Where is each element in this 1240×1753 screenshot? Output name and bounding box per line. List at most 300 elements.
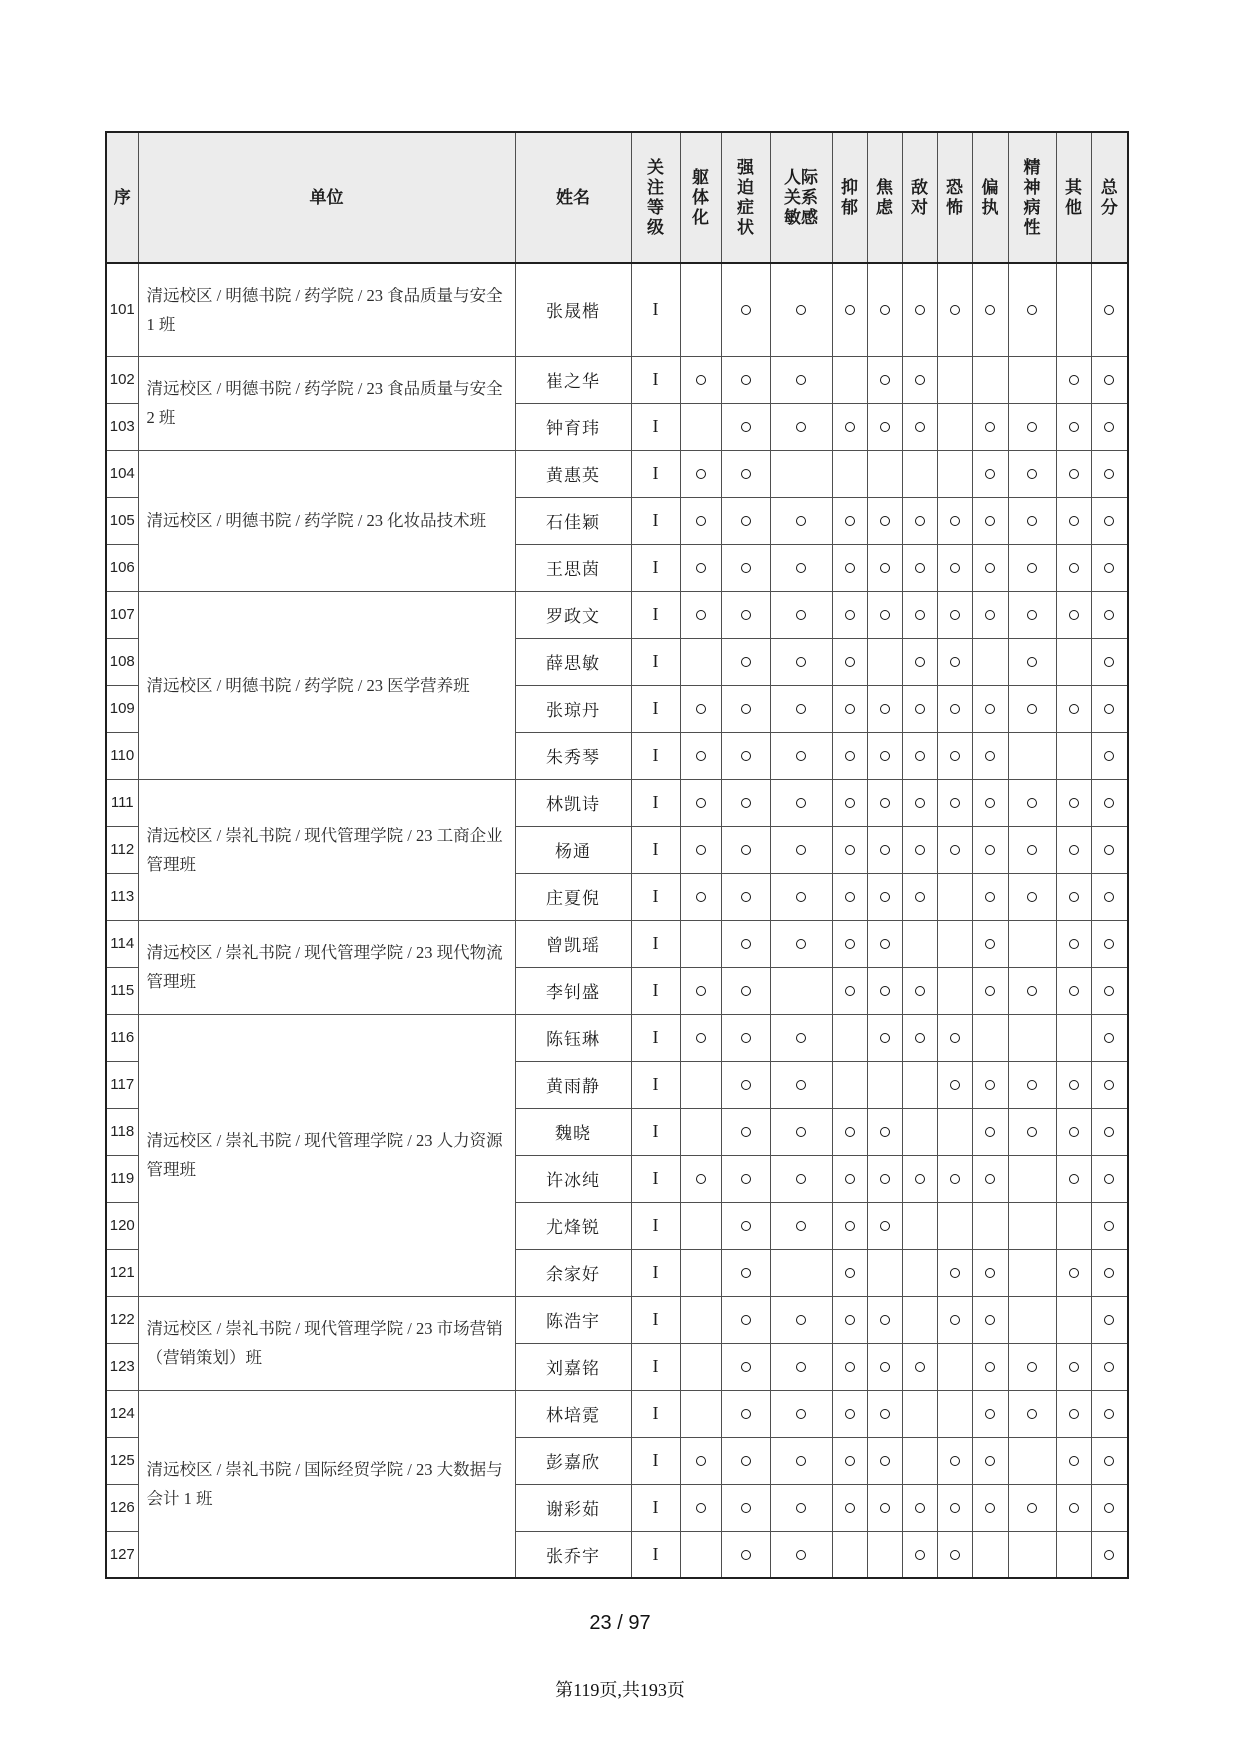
circle-mark-icon: [796, 1080, 806, 1090]
circle-mark-icon: [741, 1409, 751, 1419]
mark-cell-m3: [832, 732, 867, 779]
mark-cell-m4: [867, 779, 902, 826]
mark-cell-m3: [832, 1202, 867, 1249]
circle-mark-icon: [985, 1362, 995, 1372]
circle-mark-icon: [880, 986, 890, 996]
circle-mark-icon: [1069, 516, 1079, 526]
mark-cell-m3: [832, 1390, 867, 1437]
circle-mark-icon: [915, 422, 925, 432]
mark-cell-m7: [972, 1296, 1008, 1343]
circle-mark-icon: [950, 1315, 960, 1325]
circle-mark-icon: [985, 563, 995, 573]
circle-mark-icon: [915, 751, 925, 761]
circle-mark-icon: [1027, 305, 1037, 315]
circle-mark-icon: [696, 1033, 706, 1043]
mark-cell-m6: [937, 1155, 972, 1202]
mark-cell-m9: [1056, 450, 1091, 497]
mark-cell-m9: [1056, 873, 1091, 920]
attention-level-cell: I: [631, 450, 680, 497]
seq-cell: 121: [106, 1249, 138, 1296]
mark-cell-m3: [832, 1296, 867, 1343]
mark-cell-m6: [937, 1014, 972, 1061]
mark-cell-m6: [937, 1249, 972, 1296]
mark-cell-m1: [721, 1437, 770, 1484]
mark-cell-m9: [1056, 1437, 1091, 1484]
circle-mark-icon: [1027, 1362, 1037, 1372]
mark-cell-m5: [902, 356, 937, 403]
mark-cell-m10: [1091, 873, 1128, 920]
mark-cell-m7: [972, 1249, 1008, 1296]
attention-level-cell: I: [631, 873, 680, 920]
mark-cell-m10: [1091, 1296, 1128, 1343]
mark-cell-m10: [1091, 450, 1128, 497]
circle-mark-icon: [915, 704, 925, 714]
name-cell: 杨通: [515, 826, 631, 873]
table-row: [106, 779, 1128, 826]
mark-cell-m0: [680, 356, 721, 403]
mark-cell-m4: [867, 450, 902, 497]
column-header-m5: 敌 对: [902, 132, 937, 263]
circle-mark-icon: [880, 892, 890, 902]
mark-cell-m6: [937, 544, 972, 591]
table-row: [106, 1390, 1128, 1437]
circle-mark-icon: [796, 1550, 806, 1560]
mark-cell-m7: [972, 356, 1008, 403]
mark-cell-m1: [721, 1061, 770, 1108]
circle-mark-icon: [741, 422, 751, 432]
mark-cell-m0: [680, 1061, 721, 1108]
mark-cell-m2: [770, 591, 832, 638]
circle-mark-icon: [845, 1409, 855, 1419]
circle-mark-icon: [696, 610, 706, 620]
mark-cell-m8: [1008, 450, 1056, 497]
attention-level-cell: I: [631, 544, 680, 591]
mark-cell-m9: [1056, 779, 1091, 826]
seq-cell: 117: [106, 1061, 138, 1108]
mark-cell-m9: [1056, 920, 1091, 967]
circle-mark-icon: [741, 1362, 751, 1372]
mark-cell-m3: [832, 1061, 867, 1108]
circle-mark-icon: [796, 657, 806, 667]
mark-cell-m7: [972, 1202, 1008, 1249]
mark-cell-m1: [721, 732, 770, 779]
circle-mark-icon: [1104, 892, 1114, 902]
footer-progress: 23 / 97: [589, 1612, 651, 1634]
circle-mark-icon: [1027, 1080, 1037, 1090]
circle-mark-icon: [696, 469, 706, 479]
seq-cell: 108: [106, 638, 138, 685]
mark-cell-m5: [902, 497, 937, 544]
mark-cell-m2: [770, 403, 832, 450]
mark-cell-m4: [867, 544, 902, 591]
circle-mark-icon: [696, 1174, 706, 1184]
mark-cell-m2: [770, 732, 832, 779]
circle-mark-icon: [741, 516, 751, 526]
mark-cell-m10: [1091, 497, 1128, 544]
circle-mark-icon: [1104, 1174, 1114, 1184]
mark-cell-m3: [832, 1437, 867, 1484]
column-header-level: 关 注 等 级: [631, 132, 680, 263]
circle-mark-icon: [915, 798, 925, 808]
unit-cell: 清远校区 / 崇礼书院 / 现代管理学院 / 23 市场营销（营销策划）班: [138, 1296, 515, 1390]
attention-level-cell: I: [631, 1531, 680, 1578]
attention-level-cell: I: [631, 638, 680, 685]
table-row: [106, 263, 1128, 356]
circle-mark-icon: [1027, 986, 1037, 996]
mark-cell-m6: [937, 591, 972, 638]
mark-cell-m8: [1008, 685, 1056, 732]
circle-mark-icon: [1104, 845, 1114, 855]
mark-cell-m10: [1091, 544, 1128, 591]
circle-mark-icon: [796, 939, 806, 949]
mark-cell-m5: [902, 1437, 937, 1484]
mark-cell-m3: [832, 920, 867, 967]
circle-mark-icon: [845, 1174, 855, 1184]
circle-mark-icon: [1104, 939, 1114, 949]
mark-cell-m0: [680, 1343, 721, 1390]
mark-cell-m5: [902, 1014, 937, 1061]
circle-mark-icon: [1104, 1550, 1114, 1560]
attention-level-cell: I: [631, 1484, 680, 1531]
mark-cell-m4: [867, 1484, 902, 1531]
circle-mark-icon: [880, 704, 890, 714]
mark-cell-m0: [680, 1390, 721, 1437]
circle-mark-icon: [796, 704, 806, 714]
circle-mark-icon: [1027, 1503, 1037, 1513]
attention-level-cell: I: [631, 1390, 680, 1437]
mark-cell-m2: [770, 1531, 832, 1578]
mark-cell-m4: [867, 826, 902, 873]
mark-cell-m10: [1091, 1108, 1128, 1155]
mark-cell-m2: [770, 1249, 832, 1296]
mark-cell-m2: [770, 1061, 832, 1108]
circle-mark-icon: [1027, 657, 1037, 667]
circle-mark-icon: [796, 305, 806, 315]
mark-cell-m2: [770, 1014, 832, 1061]
circle-mark-icon: [796, 751, 806, 761]
attention-level-cell: I: [631, 1437, 680, 1484]
mark-cell-m6: [937, 1531, 972, 1578]
circle-mark-icon: [845, 305, 855, 315]
circle-mark-icon: [1069, 1456, 1079, 1466]
unit-cell: 清远校区 / 明德书院 / 药学院 / 23 食品质量与安全 2 班: [138, 356, 515, 450]
circle-mark-icon: [950, 563, 960, 573]
attention-level-cell: I: [631, 1108, 680, 1155]
circle-mark-icon: [1104, 657, 1114, 667]
mark-cell-m5: [902, 1108, 937, 1155]
attention-level-cell: I: [631, 1296, 680, 1343]
attention-level-cell: I: [631, 1249, 680, 1296]
circle-mark-icon: [796, 422, 806, 432]
seq-cell: 124: [106, 1390, 138, 1437]
mark-cell-m0: [680, 1202, 721, 1249]
mark-cell-m1: [721, 591, 770, 638]
name-cell: 张晟楷: [515, 263, 631, 356]
circle-mark-icon: [880, 422, 890, 432]
circle-mark-icon: [845, 657, 855, 667]
circle-mark-icon: [696, 704, 706, 714]
circle-mark-icon: [741, 305, 751, 315]
name-cell: 陈浩宇: [515, 1296, 631, 1343]
circle-mark-icon: [845, 986, 855, 996]
mark-cell-m1: [721, 826, 770, 873]
mark-cell-m7: [972, 826, 1008, 873]
mark-cell-m5: [902, 1249, 937, 1296]
circle-mark-icon: [985, 1174, 995, 1184]
circle-mark-icon: [880, 1221, 890, 1231]
circle-mark-icon: [1069, 563, 1079, 573]
circle-mark-icon: [741, 375, 751, 385]
mark-cell-m9: [1056, 497, 1091, 544]
mark-cell-m8: [1008, 591, 1056, 638]
circle-mark-icon: [741, 1268, 751, 1278]
mark-cell-m9: [1056, 685, 1091, 732]
mark-cell-m10: [1091, 732, 1128, 779]
circle-mark-icon: [950, 751, 960, 761]
mark-cell-m8: [1008, 1108, 1056, 1155]
circle-mark-icon: [696, 845, 706, 855]
table-row: [106, 1014, 1128, 1061]
circle-mark-icon: [796, 1409, 806, 1419]
mark-cell-m0: [680, 920, 721, 967]
circle-mark-icon: [845, 1221, 855, 1231]
mark-cell-m3: [832, 1108, 867, 1155]
mark-cell-m0: [680, 638, 721, 685]
mark-cell-m5: [902, 873, 937, 920]
circle-mark-icon: [950, 305, 960, 315]
mark-cell-m4: [867, 263, 902, 356]
circle-mark-icon: [880, 798, 890, 808]
circle-mark-icon: [915, 1362, 925, 1372]
circle-mark-icon: [796, 1315, 806, 1325]
mark-cell-m5: [902, 967, 937, 1014]
seq-cell: 127: [106, 1531, 138, 1578]
mark-cell-m1: [721, 1484, 770, 1531]
mark-cell-m8: [1008, 544, 1056, 591]
mark-cell-m2: [770, 1343, 832, 1390]
circle-mark-icon: [880, 1127, 890, 1137]
mark-cell-m3: [832, 403, 867, 450]
table-header: [106, 132, 1128, 263]
name-cell: 朱秀琴: [515, 732, 631, 779]
mark-cell-m4: [867, 920, 902, 967]
name-cell: 刘嘉铭: [515, 1343, 631, 1390]
circle-mark-icon: [1069, 1268, 1079, 1278]
mark-cell-m6: [937, 1343, 972, 1390]
mark-cell-m7: [972, 873, 1008, 920]
circle-mark-icon: [1027, 1409, 1037, 1419]
mark-cell-m1: [721, 685, 770, 732]
mark-cell-m2: [770, 263, 832, 356]
mark-cell-m2: [770, 685, 832, 732]
mark-cell-m3: [832, 450, 867, 497]
mark-cell-m3: [832, 779, 867, 826]
name-cell: 崔之华: [515, 356, 631, 403]
mark-cell-m0: [680, 1484, 721, 1531]
mark-cell-m7: [972, 1061, 1008, 1108]
circle-mark-icon: [845, 422, 855, 432]
mark-cell-m3: [832, 1155, 867, 1202]
circle-mark-icon: [845, 1127, 855, 1137]
circle-mark-icon: [796, 1127, 806, 1137]
mark-cell-m1: [721, 1108, 770, 1155]
circle-mark-icon: [915, 1174, 925, 1184]
circle-mark-icon: [985, 1315, 995, 1325]
mark-cell-m8: [1008, 779, 1056, 826]
circle-mark-icon: [1104, 986, 1114, 996]
circle-mark-icon: [1104, 1456, 1114, 1466]
circle-mark-icon: [1069, 845, 1079, 855]
circle-mark-icon: [796, 1362, 806, 1372]
mark-cell-m5: [902, 685, 937, 732]
mark-cell-m7: [972, 1155, 1008, 1202]
circle-mark-icon: [880, 1174, 890, 1184]
name-cell: 许冰纯: [515, 1155, 631, 1202]
mark-cell-m3: [832, 967, 867, 1014]
mark-cell-m2: [770, 779, 832, 826]
mark-cell-m2: [770, 1108, 832, 1155]
mark-cell-m7: [972, 732, 1008, 779]
column-header-m0: 躯 体 化: [680, 132, 721, 263]
mark-cell-m2: [770, 638, 832, 685]
circle-mark-icon: [741, 845, 751, 855]
mark-cell-m9: [1056, 1061, 1091, 1108]
circle-mark-icon: [696, 1456, 706, 1466]
mark-cell-m5: [902, 1155, 937, 1202]
circle-mark-icon: [845, 892, 855, 902]
mark-cell-m8: [1008, 1014, 1056, 1061]
circle-mark-icon: [696, 563, 706, 573]
mark-cell-m10: [1091, 779, 1128, 826]
name-cell: 张琼丹: [515, 685, 631, 732]
circle-mark-icon: [796, 1174, 806, 1184]
unit-cell: 清远校区 / 崇礼书院 / 现代管理学院 / 23 现代物流管理班: [138, 920, 515, 1014]
mark-cell-m8: [1008, 497, 1056, 544]
mark-cell-m6: [937, 1437, 972, 1484]
circle-mark-icon: [1069, 469, 1079, 479]
mark-cell-m7: [972, 1343, 1008, 1390]
mark-cell-m10: [1091, 263, 1128, 356]
mark-cell-m4: [867, 1296, 902, 1343]
unit-cell: 清远校区 / 明德书院 / 药学院 / 23 食品质量与安全 1 班: [138, 263, 515, 356]
circle-mark-icon: [985, 305, 995, 315]
circle-mark-icon: [845, 563, 855, 573]
circle-mark-icon: [741, 892, 751, 902]
header-row: [106, 132, 1128, 263]
mark-cell-m8: [1008, 638, 1056, 685]
mark-cell-m2: [770, 356, 832, 403]
mark-cell-m5: [902, 920, 937, 967]
name-cell: 陈钰琳: [515, 1014, 631, 1061]
attention-level-cell: I: [631, 403, 680, 450]
column-header-m8: 精 神 病 性: [1008, 132, 1056, 263]
circle-mark-icon: [985, 422, 995, 432]
attention-level-cell: I: [631, 1155, 680, 1202]
seq-cell: 113: [106, 873, 138, 920]
mark-cell-m8: [1008, 1061, 1056, 1108]
mark-cell-m4: [867, 1531, 902, 1578]
circle-mark-icon: [1104, 1221, 1114, 1231]
mark-cell-m1: [721, 497, 770, 544]
seq-cell: 114: [106, 920, 138, 967]
circle-mark-icon: [796, 563, 806, 573]
mark-cell-m5: [902, 544, 937, 591]
circle-mark-icon: [950, 1080, 960, 1090]
mark-cell-m6: [937, 356, 972, 403]
circle-mark-icon: [845, 1362, 855, 1372]
name-cell: 钟育玮: [515, 403, 631, 450]
circle-mark-icon: [950, 610, 960, 620]
circle-mark-icon: [950, 1503, 960, 1513]
attention-level-cell: I: [631, 1061, 680, 1108]
attention-level-cell: I: [631, 967, 680, 1014]
mark-cell-m5: [902, 1531, 937, 1578]
mark-cell-m4: [867, 1390, 902, 1437]
circle-mark-icon: [1069, 1080, 1079, 1090]
mark-cell-m9: [1056, 1390, 1091, 1437]
mark-cell-m5: [902, 732, 937, 779]
circle-mark-icon: [915, 845, 925, 855]
mark-cell-m3: [832, 591, 867, 638]
circle-mark-icon: [880, 1315, 890, 1325]
circle-mark-icon: [880, 939, 890, 949]
circle-mark-icon: [741, 1550, 751, 1560]
table-row: [106, 591, 1128, 638]
circle-mark-icon: [845, 1315, 855, 1325]
table-row: [106, 450, 1128, 497]
mark-cell-m2: [770, 1202, 832, 1249]
circle-mark-icon: [741, 751, 751, 761]
mark-cell-m8: [1008, 826, 1056, 873]
unit-cell: 清远校区 / 明德书院 / 药学院 / 23 医学营养班: [138, 591, 515, 779]
mark-cell-m8: [1008, 1437, 1056, 1484]
mark-cell-m4: [867, 1202, 902, 1249]
circle-mark-icon: [1104, 375, 1114, 385]
circle-mark-icon: [741, 610, 751, 620]
name-cell: 彭嘉欣: [515, 1437, 631, 1484]
mark-cell-m5: [902, 1296, 937, 1343]
mark-cell-m0: [680, 779, 721, 826]
name-cell: 薛思敏: [515, 638, 631, 685]
mark-cell-m4: [867, 1061, 902, 1108]
mark-cell-m9: [1056, 1531, 1091, 1578]
mark-cell-m5: [902, 638, 937, 685]
circle-mark-icon: [696, 751, 706, 761]
mark-cell-m7: [972, 1531, 1008, 1578]
mark-cell-m5: [902, 403, 937, 450]
circle-mark-icon: [950, 1456, 960, 1466]
unit-cell: 清远校区 / 崇礼书院 / 现代管理学院 / 23 工商企业管理班: [138, 779, 515, 920]
mark-cell-m4: [867, 1437, 902, 1484]
circle-mark-icon: [1027, 704, 1037, 714]
mark-cell-m7: [972, 967, 1008, 1014]
attention-level-cell: I: [631, 356, 680, 403]
circle-mark-icon: [741, 1033, 751, 1043]
mark-cell-m1: [721, 1014, 770, 1061]
circle-mark-icon: [880, 1033, 890, 1043]
mark-cell-m10: [1091, 403, 1128, 450]
mark-cell-m5: [902, 263, 937, 356]
mark-cell-m9: [1056, 1484, 1091, 1531]
circle-mark-icon: [741, 986, 751, 996]
circle-mark-icon: [985, 939, 995, 949]
footer-page-info: 第119页,共193页: [555, 1680, 685, 1700]
mark-cell-m3: [832, 1343, 867, 1390]
mark-cell-m1: [721, 1390, 770, 1437]
mark-cell-m6: [937, 403, 972, 450]
mark-cell-m0: [680, 1437, 721, 1484]
mark-cell-m9: [1056, 1249, 1091, 1296]
